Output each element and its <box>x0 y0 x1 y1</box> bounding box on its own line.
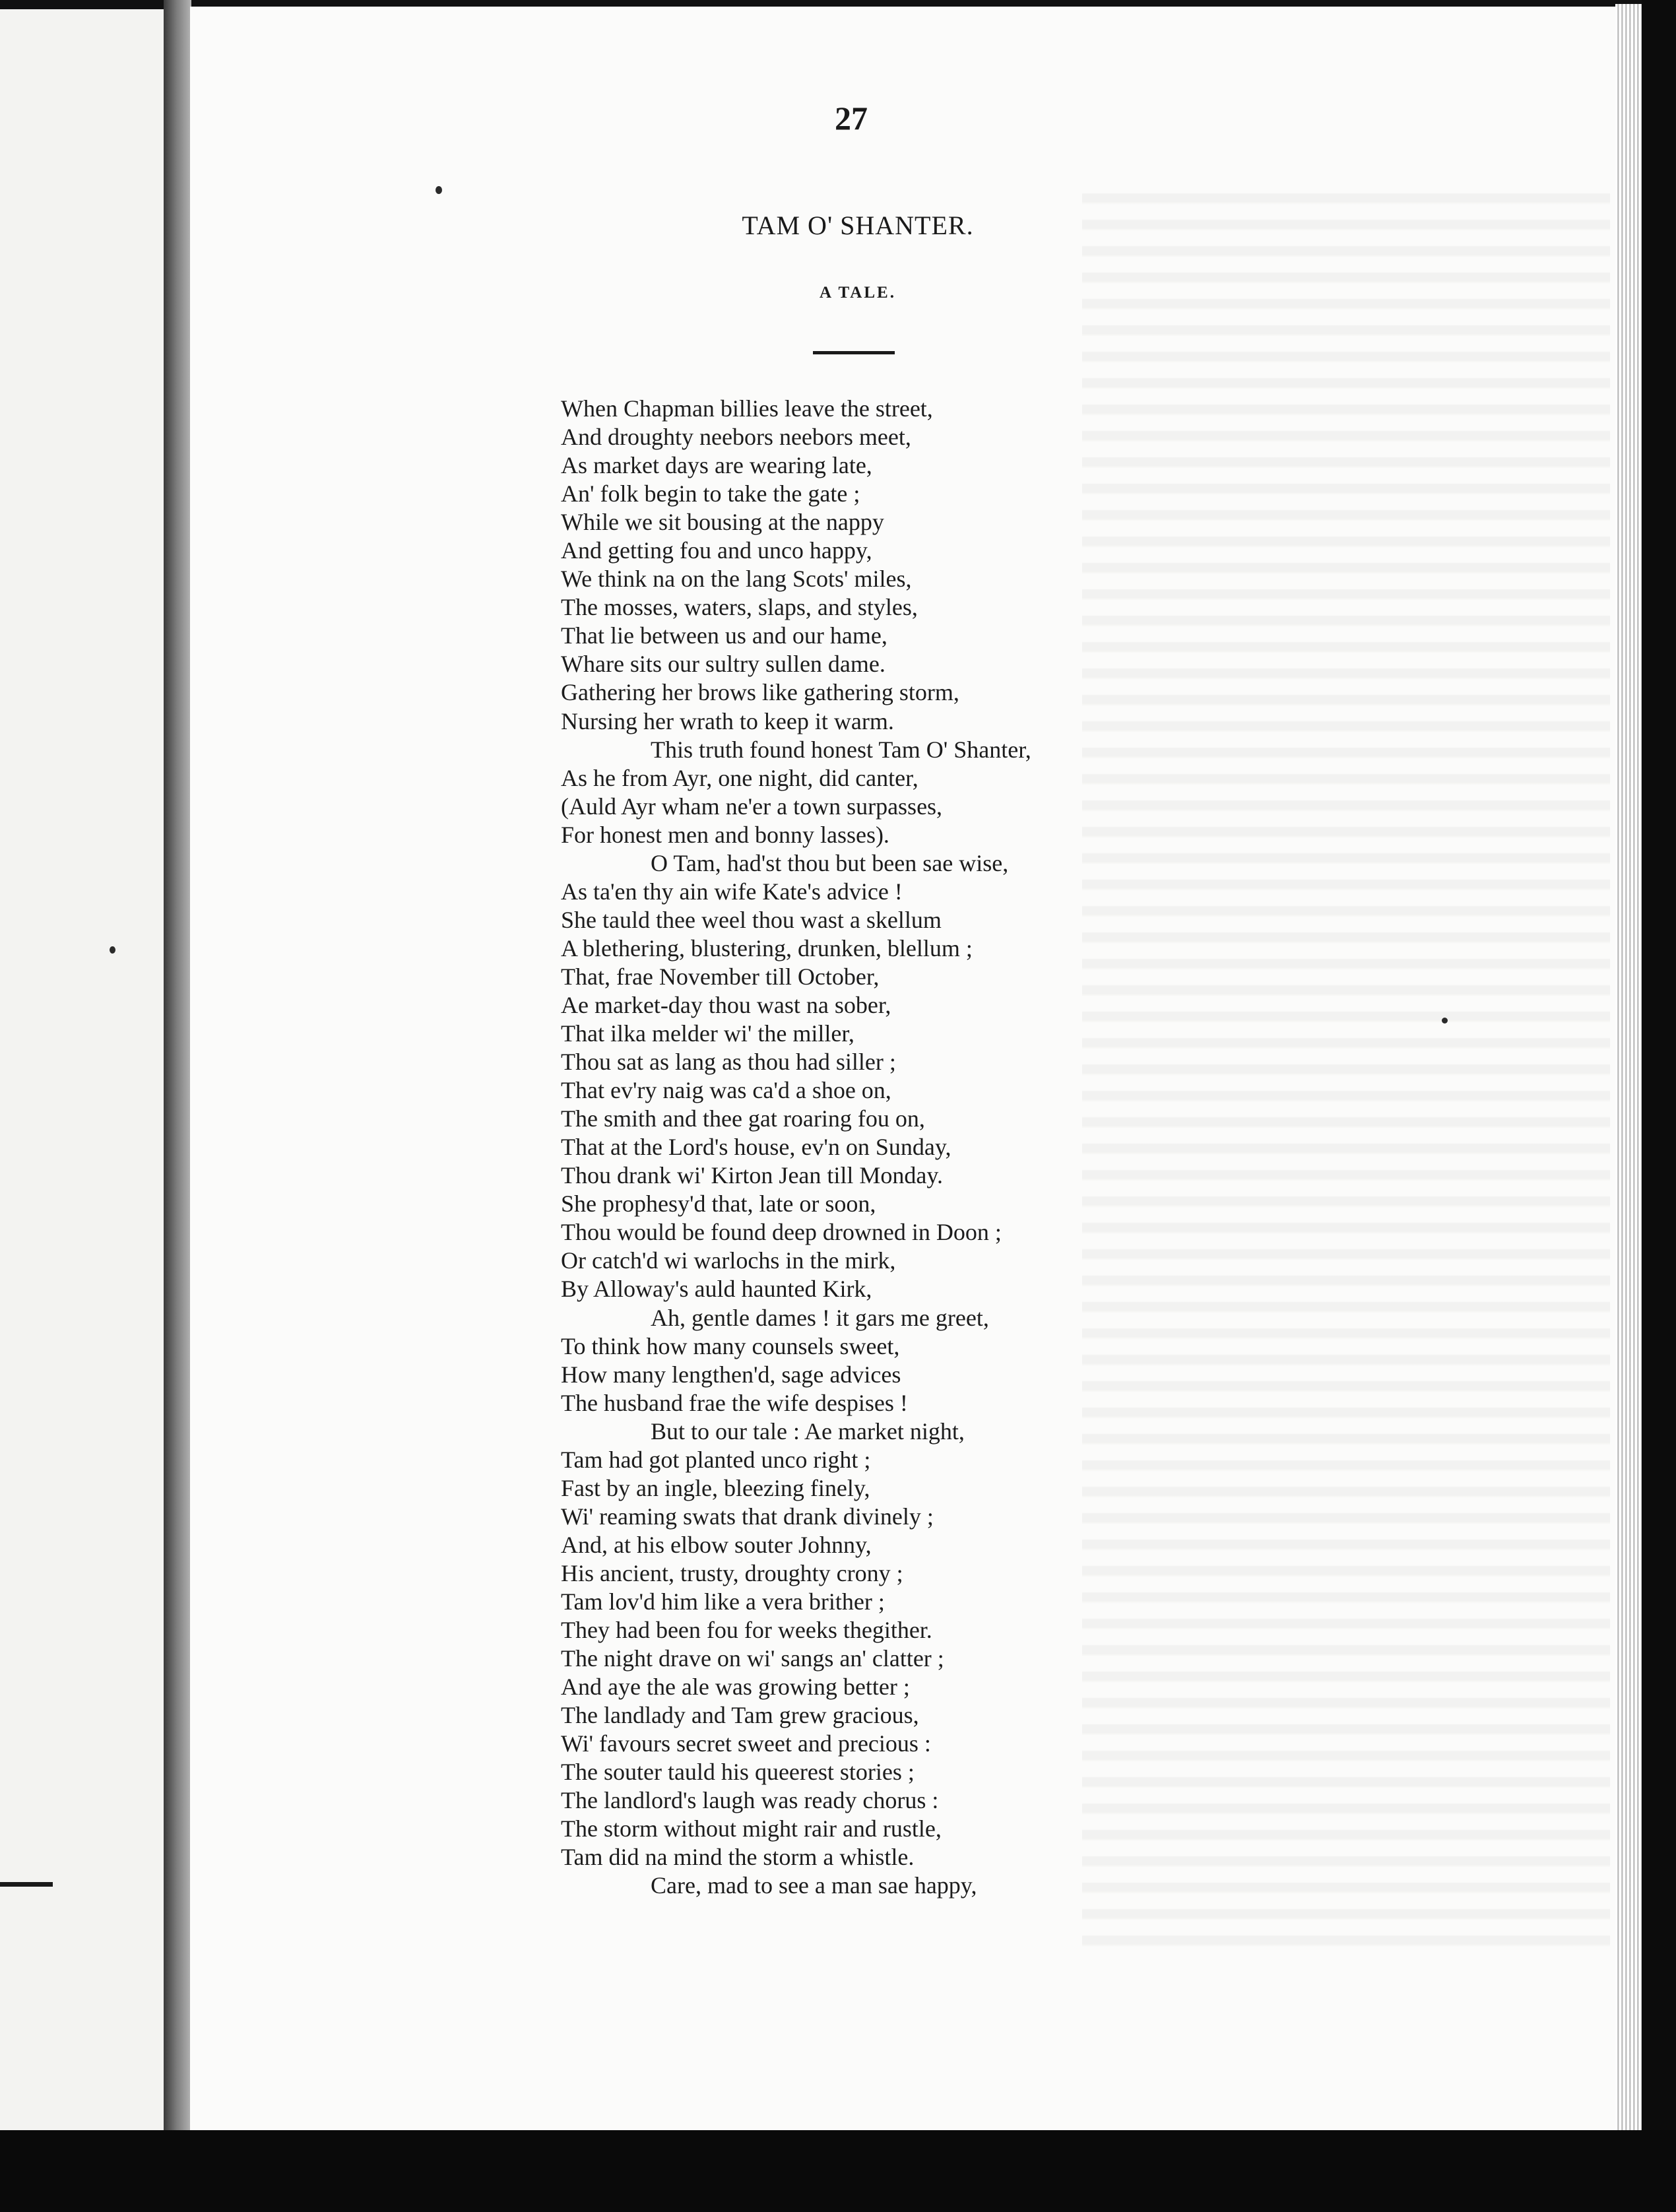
poem-line: Ah, gentle dames ! it gars me greet, <box>651 1304 989 1331</box>
poem-line: The smith and thee gat roaring fou on, <box>561 1105 925 1132</box>
poem-line: The storm without might rair and rustle, <box>561 1815 942 1842</box>
poem-body <box>561 395 1221 1900</box>
poem-line: But to our tale : Ae market night, <box>651 1417 965 1445</box>
poem-line: Ae market-day thou wast na sober, <box>561 991 891 1018</box>
poem-line: Whare sits our sultry sullen dame. <box>561 651 886 678</box>
scan-border-bottom <box>0 2130 1676 2212</box>
poem-line: While we sit bousing at the nappy <box>561 509 884 536</box>
previous-page-rule <box>0 1882 53 1887</box>
poem-line: And aye the ale was growing better ; <box>561 1674 910 1701</box>
poem-line: That lie between us and our hame, <box>561 622 887 649</box>
scan-border-right <box>1642 0 1676 2212</box>
poem-line: (Auld Ayr wham ne'er a town surpasses, <box>561 793 943 820</box>
poem-line: Nursing her wrath to keep it warm. <box>561 707 894 734</box>
title-divider <box>813 351 895 354</box>
poem-line: We think na on the lang Scots' miles, <box>561 566 912 593</box>
poem-line: And droughty neebors neebors meet, <box>561 424 911 451</box>
poem-line: A blethering, blustering, drunken, blellum ; <box>561 934 973 961</box>
poem-line: O Tam, had'st thou but been sae wise, <box>651 849 1009 876</box>
poem-line: As ta'en thy ain wife Kate's advice ! <box>561 878 903 905</box>
poem-line: Thou drank wi' Kirton Jean till Monday. <box>561 1162 944 1189</box>
poem-line: The landlady and Tam grew gracious, <box>561 1702 919 1729</box>
poem-line: When Chapman billies leave the street, <box>561 395 933 422</box>
poem-line: The landlord's laugh was ready chorus : <box>561 1787 939 1814</box>
previous-page-strip <box>0 9 164 2130</box>
poem-line: Thou sat as lang as thou had siller ; <box>561 1049 896 1076</box>
poem-line: By Alloway's auld haunted Kirk, <box>561 1276 872 1303</box>
poem-line: Wi' reaming swats that drank divinely ; <box>561 1503 934 1530</box>
page-edges <box>1615 4 1642 2137</box>
poem-line: This truth found honest Tam O' Shanter, <box>651 736 1031 763</box>
poem-line: That at the Lord's house, ev'n on Sunday, <box>561 1134 951 1161</box>
poem-line: She tauld thee weel thou wast a skellum <box>561 906 942 933</box>
page-number: 27 <box>835 100 868 137</box>
ink-speck <box>1442 1018 1448 1024</box>
poem-line: That ev'ry naig was ca'd a shoe on, <box>561 1077 891 1104</box>
poem-line: The mosses, waters, slaps, and styles, <box>561 594 918 621</box>
poem-line: Tam did na mind the storm a whistle. <box>561 1844 915 1871</box>
book-gutter <box>164 0 191 2151</box>
poem-line: As market days are wearing late, <box>561 452 872 479</box>
poem-line: Or catch'd wi warlochs in the mirk, <box>561 1247 896 1274</box>
poem-line: Thou would be found deep drowned in Doon ; <box>561 1219 1002 1246</box>
poem-line: That, frae November till October, <box>561 963 880 990</box>
poem-line: His ancient, trusty, droughty crony ; <box>561 1559 903 1586</box>
poem-line: Gathering her brows like gathering storm, <box>561 679 959 706</box>
poem-line: The souter tauld his queerest stories ; <box>561 1759 915 1786</box>
ink-speck <box>435 186 442 194</box>
poem-line: And getting fou and unco happy, <box>561 537 872 564</box>
poem-line: That ilka melder wi' the miller, <box>561 1020 854 1047</box>
poem-line: The night drave on wi' sangs an' clatter ; <box>561 1645 944 1672</box>
poem-line: Fast by an ingle, bleezing finely, <box>561 1474 870 1501</box>
poem-line: Care, mad to see a man sae happy, <box>651 1872 977 1899</box>
poem-line: And, at his elbow souter Johnny, <box>561 1531 872 1558</box>
poem-line: To think how many counsels sweet, <box>561 1332 900 1359</box>
poem-title: TAM O' SHANTER. <box>742 211 974 240</box>
poem-line: As he from Ayr, one night, did canter, <box>561 764 919 791</box>
poem-subtitle: A TALE. <box>820 284 896 302</box>
ink-speck <box>110 946 115 954</box>
poem-line: Wi' favours secret sweet and precious : <box>561 1730 931 1757</box>
poem-line: The husband frae the wife despises ! <box>561 1389 908 1416</box>
poem-line: An' folk begin to take the gate ; <box>561 480 860 507</box>
poem-line: How many lengthen'd, sage advices <box>561 1361 901 1388</box>
poem-line: She prophesy'd that, late or soon, <box>561 1190 876 1218</box>
poem-line: Tam lov'd him like a vera brither ; <box>561 1588 885 1615</box>
poem-line: Tam had got planted unco right ; <box>561 1446 871 1473</box>
poem-line: They had been fou for weeks thegither. <box>561 1617 932 1644</box>
poem-line: For honest men and bonny lasses). <box>561 821 889 848</box>
